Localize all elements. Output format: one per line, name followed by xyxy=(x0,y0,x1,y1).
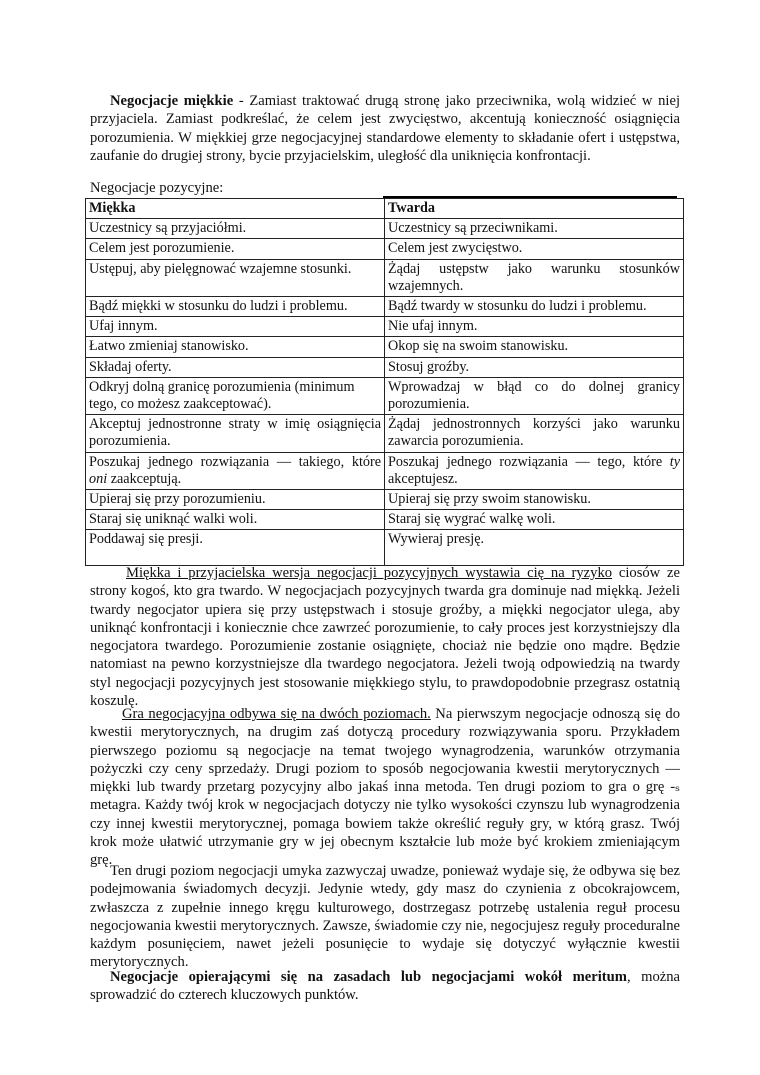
soft-cell: Celem jest porozumienie. xyxy=(86,239,385,259)
table-caption: Negocjacje pozycyjne: xyxy=(90,180,224,196)
soft-cell: Poddawaj się presji. xyxy=(86,530,385,566)
header-hard: Twarda xyxy=(385,199,684,219)
hard-cell: Upieraj się przy swoim stanowisku. xyxy=(385,490,684,510)
hard-cell: Wprowadzaj w błąd co do dolnej granicy porozumienia. xyxy=(385,377,684,414)
intro-paragraph xyxy=(90,92,680,165)
levels-text: Na pierwszym negocjacje odnoszą się do kwestii merytorycznych, na drugim zaś dotyczą procedury rozwiązywania sporu. Przykładem pierwszego poziomu są negocjacje na temat twojego wynagrodzenia, warunków otrzymania pożyczki czy ceny sprzedaży. Drugi poziom to sposób negocjowania kwestii merytorycznych — miękki lub twardy przetarg pozycyjny albo jakaś inna metoda. Ten drugi poziom to gra o grę -ₛ metagra. Każdy twój krok w negocjacjach dotyczy nie tylko wysokości czynszu lub wynagrodzenia czy innej kwestii merytorycznej, pomaga bowiem także określić reguły gry, w którą grasz. Twój krok może ułatwić utrzymanie gry w jej obecnym kształcie lub może być krokiem zmieniającym grę. xyxy=(90,706,680,869)
table-row xyxy=(86,377,684,414)
intro-text: - Zamiast traktować drugą stronę jako przeciwnika, wolą widzieć w niej przyjaciela. Zamiast podkreślać, że celem jest zwycięstwo, akcentują konieczność osiągnięcia porozumienia. W miękkiej grze negocjacyjnej standardowe elementy to składanie ofert i ustępstwa, zaufanie do drugiej strony, bycie przyjacielskim, uległość dla uniknięcia konfrontacji. xyxy=(90,93,680,164)
hard-cell: Okop się na swoim stanowisku. xyxy=(385,337,684,357)
table-row xyxy=(86,415,684,452)
hard-cell: Wywieraj presję. xyxy=(385,530,684,566)
header-soft: Miękka xyxy=(86,199,385,219)
hard-cell: Bądź twardy w stosunku do ludzi i problemu. xyxy=(385,297,684,317)
positional-underlined: Miękka i przyjacielska wersja negocjacji pozycyjnych wystawia cię na ryzyko xyxy=(126,565,613,581)
table-row xyxy=(86,259,684,296)
table-row xyxy=(86,317,684,337)
second-level-paragraph: Ten drugi poziom negocjacji umyka zazwyczaj uwadze, ponieważ wydaje się, że odbywa się bez podejmowania świadomych decyzji. Jedynie wtedy, gdy masz do czynienia z obcokrajowcem, zwłaszcza z zupełnie innego kręgu kulturowego, dostrzegasz potrzebę ustalenia reguł procesu negocjowania kwestii merytorycznych. Zawsze, świadomie czy nie, negocjujesz reguły proceduralne każdym posunięciem, nawet jeżeli posunięcie to wydaje się dotyczyć wyłącznie kwestii merytorycznych. xyxy=(90,863,681,971)
table-row xyxy=(86,337,684,357)
hard-cell: Celem jest zwycięstwo. xyxy=(385,239,684,259)
soft-cell: Składaj oferty. xyxy=(86,357,385,377)
hard-cell: Żądaj jednostronnych korzyści jako warunku zawarcia porozumienia. xyxy=(385,415,684,452)
soft-cell-text-end: zaakceptują. xyxy=(107,470,182,487)
soft-cell: Upieraj się przy porozumieniu. xyxy=(86,490,385,510)
soft-cell: Staraj się uniknąć walki woli. xyxy=(86,510,385,530)
soft-cell-text: Poszukaj jednego rozwiązania — takiego, które xyxy=(89,453,381,470)
levels-underlined: Gra negocjacyjna odbywa się na dwóch poziomach. xyxy=(122,706,431,722)
hard-cell: Stosuj groźby. xyxy=(385,357,684,377)
soft-cell xyxy=(86,452,385,489)
table-row xyxy=(86,239,684,259)
hard-cell xyxy=(385,452,684,489)
table-row xyxy=(86,357,684,377)
merits-paragraph xyxy=(90,968,680,1005)
soft-cell: Odkryj dolną granicę porozumienia (minimum tego, co możesz zaakceptować). xyxy=(86,377,385,414)
hard-cell: Nie ufaj innym. xyxy=(385,317,684,337)
positional-negotiation-table xyxy=(85,198,684,566)
soft-cell-emphasis: oni xyxy=(89,470,108,487)
table-row xyxy=(86,297,684,317)
soft-cell: Ustępuj, aby pielęgnować wzajemne stosunki. xyxy=(86,259,385,296)
soft-cell: Bądź miękki w stosunku do ludzi i problemu. xyxy=(86,297,385,317)
table-row xyxy=(86,452,684,489)
levels-paragraph xyxy=(90,705,680,870)
hard-cell-text: Poszukaj jednego rozwiązania — tego, które xyxy=(388,453,670,470)
hard-cell-emphasis: ty xyxy=(669,453,680,470)
soft-cell: Ufaj innym. xyxy=(86,317,385,337)
soft-cell: Akceptuj jednostronne straty w imię osiągnięcia porozumienia. xyxy=(86,415,385,452)
table-header-row xyxy=(86,199,684,219)
positional-text: ciosów ze strony kogoś, kto gra twardo. W negocjacjach pozycyjnych twarda gra dominuje nad miękką. Jeżeli twardy negocjator upiera się przy ustępstwach i stosuje groźby, a miękki negocjator ulega, aby uniknąć konfrontacji i koniecznie chce zawrzeć porozumienie, to cały proces jest korzystniejszy dla negocjatora twardego. Porozumienie zostanie osiągnięte, chociaż nie będzie ono mądre. Będzie natomiast na pewno korzystniejsze dla twardego negocjatora. Jeżeli twoją odpowiedzią na twardy styl negocjacji pozycyjnych jest stosowanie miękkiego stylu, to prawdopodobnie przegrasz ostatnią koszulę. xyxy=(90,565,680,710)
table-row xyxy=(86,490,684,510)
merits-text: , można sprowadzić do czterech kluczowych punktów. xyxy=(90,969,680,1004)
hard-cell: Uczestnicy są przeciwnikami. xyxy=(385,219,684,239)
table-row xyxy=(86,510,684,530)
soft-negotiation-term: Negocjacje miękkie xyxy=(110,93,234,109)
soft-cell: Łatwo zmieniaj stanowisko. xyxy=(86,337,385,357)
table-row xyxy=(86,530,684,566)
soft-cell: Uczestnicy są przyjaciółmi. xyxy=(86,219,385,239)
merits-term: Negocjacje opierającymi się na zasadach lub negocjacjami wokół meritum xyxy=(110,969,627,985)
positional-paragraph xyxy=(90,564,680,710)
hard-cell: Żądaj ustępstw jako warunku stosunków wzajemnych. xyxy=(385,259,684,296)
hard-cell: Staraj się wygrać walkę woli. xyxy=(385,510,684,530)
table-row xyxy=(86,219,684,239)
hard-cell-text-end: akceptujesz. xyxy=(388,470,458,487)
